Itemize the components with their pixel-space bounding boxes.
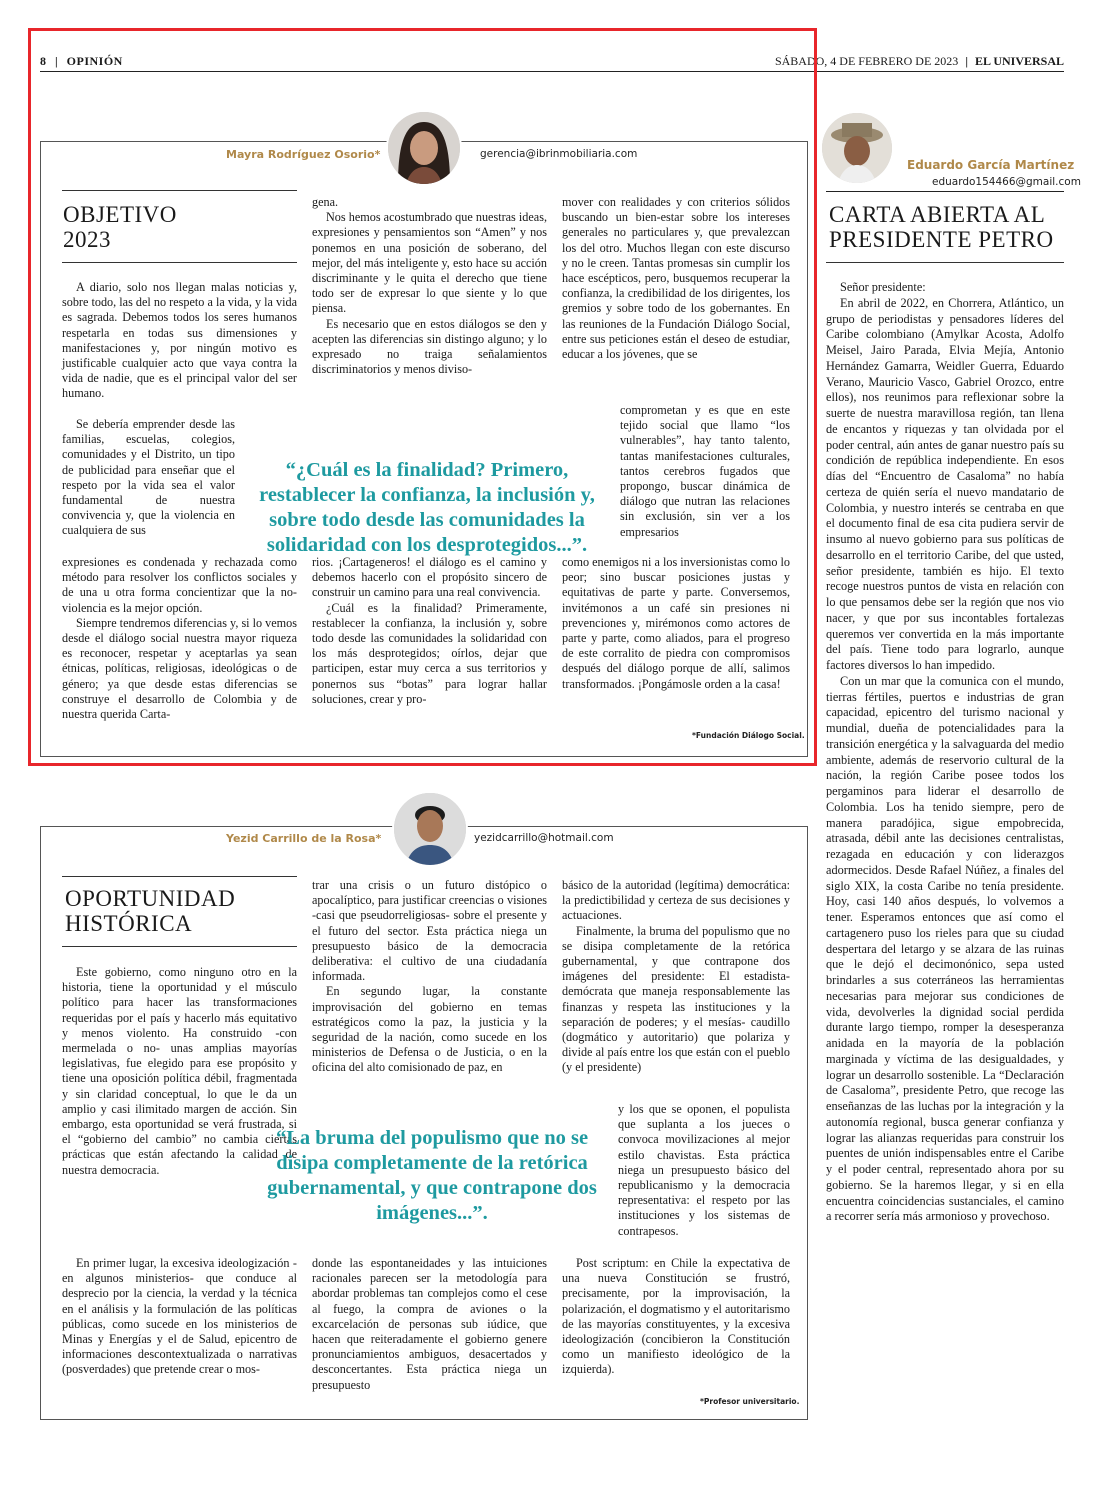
- paragraph: trar una crisis o un futuro distópico o apocalíptico, para justificar creencias o visiones -casi que pseudorreligiosas- sobre el presente y el futuro del sector. Esta práctica niega un presupuesto básico de la democracia deliberativa: el cultivo de una ciudadanía informada.: [312, 878, 547, 984]
- article3-author: Yezid Carrillo de la Rosa*: [222, 832, 385, 845]
- paragraph: Siempre tendremos diferencias y, si lo vemos desde el diálogo social nuestra mayor riqueza es reconocer, respetar y aceptarlas ya sean étnicas, políticas, religiosas, ideológicas o de género; ya que desde estas diferencias se construye el desarrollo de Colombia y de nuestra querida Carta-: [62, 615, 297, 722]
- article1-email[interactable]: gerencia@ibrinmobiliaria.com: [476, 148, 641, 160]
- article3-title-rule-bottom: [62, 946, 297, 947]
- article3-col2-bottom: [312, 1256, 547, 1393]
- article3-footnote: *Profesor universitario.: [700, 1397, 800, 1406]
- paragraph: En primer lugar, la excesiva ideologización -en algunos ministerios- que conduce al desprecio por la ciencia, la verdad y la técnica en el análisis y la formulación de las políticas públicas, como sucede en los ministerios de Minas y Energías y el de Salud, epicentro de informaciones descontextualizada o narrativas (posverdades) que pretende crear o mos-: [62, 1256, 297, 1377]
- paragraph: expresiones es condenada y rechazada como método para resolver los conflictos sociales y de una u otra forma concientizar que la no-violencia es la mejor opción.: [62, 555, 297, 615]
- article3-title: OPORTUNIDAD HISTÓRICA: [65, 886, 236, 936]
- article2-email[interactable]: eduardo154466@gmail.com: [932, 176, 1081, 188]
- paragraph: donde las espontaneidades y las intuiciones racionales parecen ser la metodología para abordar problemas tan complejos como el cese al fuego, la compra de aviones o la excarcelación de personas sub iúdice, que hacen que reiteradamente el gobierno genere pronunciamientos ambiguos, desacertados y desconcertantes. Esta práctica niega un presupuesto: [312, 1256, 547, 1392]
- paragraph: Con un mar que la comunica con el mundo, tierras fértiles, puertos e industrias de gran capacidad, epicentro del turismo nacional y mundial, dueña de potencialidades para la transición energética y la salvaguarda del medio ambiente, además de reservorio cultural de la nación, la región Caribe posee todos los pergaminos para liderar el desarrollo de Colombia. Los ha tenido siempre, pero de manera paradójica, sigue empobrecida, atrasada, débil ante las decisiones centralistas, rezagada en educación y con liderazgos adormecidos. Desde Rafael Núñez, a finales del siglo XIX, la costa Caribe no tenía presidente. Hoy, casi 140 años después, lo volvemos a tener. Esperamos entonces que así como el cartagenero puso los rieles para que su ciudad despertara del letargo y se alzara de las ruinas que le dejó el decimonónico, sepa usted brindarles a sus coterráneos las herramientas necesarias para mejorar sus condiciones de vida, devolverles la dignidad social perdida durante largo tiempo, romper la desesperanza anidada en la mayoría de la población marginada y víctima de las desigualdades, y lograr un desarrollo sostenible. La “Declaración de Casaloma”, presidente Petro, que recoge las enseñanzas de las luchas por la integración y la autonomía regional, busca generar confianza y lograr las alianzas requeridas para construir los puentes de unión indispensables entre el Caribe y el poder central, representado ahora por su gobierno. Se la haremos llegar, y si en ella encuentra coincidencias sustanciales, el camino a recorrer sería más armonioso y provechoso.: [826, 673, 1064, 1224]
- article2-author: Eduardo García Martínez: [907, 158, 1075, 172]
- paragraph: gena.: [312, 195, 339, 209]
- paragraph: Señor presidente:: [840, 280, 926, 294]
- author-photo-yezid: [392, 791, 468, 867]
- article1-footnote: *Fundación Diálogo Social.: [692, 731, 805, 740]
- paragraph: Post scriptum: en Chile la expectativa de una nueva Constitución se frustró, precisamente, por la improvisación, la polarización, el dogmatismo y el autoritarismo de las mayorías constituyentes, y la excesiva ideologización (concibieron la Constitución como un manifiesto ideológico de la izquierda).: [562, 1256, 790, 1377]
- paragraph: En abril de 2022, en Chorrera, Atlántico, un grupo de periodistas y pensadores líderes del Caribe colombiano (Amylkar Acosta, Adolfo Meisel, Jairo Parada, Elvia Mejía, Antonio Hernández Gamarra, Weidler Guerra, Eduardo Verano, Mauricio Vasco, Gabriel Orozco, entre ellos), nos reunimos para reflexionar sobre la suerte de nuestra maravillosa región, tan llena de encantos y riquezas y tan olvidada por el poder central, aún antes de ganar nuestro país su condición de república independiente. En esos días del “Encuentro de Casaloma” no había certeza de quién sería el nuevo mandatario de Colombia, y nuestro interés se centraba en que el documento final de esa cita pudiera servir de insumo al nuevo gobierno para sus políticas de desarrollo en el territorio Caribe, del que usted, señor presidente, también es hijo. El texto recoge nuestros puntos de vista en relación con lo que pensamos debe ser la región que nos vio nacer, y que por sus incontables fortalezas queremos ver convertida en la más importante del país. Tiene todo para lograrlo, aunque factores diversos lo han impedido.: [826, 295, 1064, 672]
- paragraph: y los que se oponen, el populista que suplanta a los jueces o convoca movilizaciones al mejor estilo chavistas. Esta práctica niega un presupuesto básico del republicanismo y la democracia representativa: el respeto por las instituciones y los sistemas de contrapesos.: [618, 1102, 790, 1238]
- newspaper-name: EL UNIVERSAL: [974, 54, 1064, 68]
- paragraph: rios. ¡Cartageneros! el diálogo es el camino y debemos hacerlo con el propósito sincero de construir un camino para una real convivencia.: [312, 555, 547, 600]
- article3-col3-mid: [618, 1102, 790, 1239]
- article3-col3-bottom: [562, 1256, 790, 1378]
- paragraph: ¿Cuál es la finalidad? Primeramente, restablecer la confianza, la inclusión y, sobre todo desde las comunidades la solidaridad con los más desprotegidos; oírlos, dejar que participen, estar muy cerca a sus territorios y ponernos sus “botas” para lograr hallar soluciones, crear y pro-: [312, 600, 547, 706]
- article3-email[interactable]: yezidcarrillo@hotmail.com: [470, 832, 618, 844]
- paragraph: Finalmente, la bruma del populismo que no se disipa completamente de la retórica gubernamental, y que contrapone dos imágenes del presidente: El estadista-demócrata que maneja responsablemente las finanzas y respeta las instituciones y la separación de poderes; y el mesías- caudillo (dogmático y autoritario) que polariza y divide al país entre los que están con el pueblo (y el presidente): [562, 923, 790, 1075]
- article3-col3-top: [562, 878, 790, 1076]
- paragraph: A diario, solo nos llegan malas noticias y, sobre todo, las del no respeto a la vida, y la vida es sagrada. Debemos todos los seres humanos respetarla en todas sus dimensiones y manifestaciones y, por ningún motivo es justificable cualquier acto que vaya contra la vida de nadie, que es el principal valor del ser humano.: [62, 280, 297, 401]
- paragraph: Este gobierno, como ninguno otro en la historia, tiene la oportunidad y el músculo político para hacer las transformaciones requeridas por el país y hacerlo más equitativo y menos violento. Ha construido -con mermelada o no- unas amplias mayorías legislativas, fue elegido para ese propósito y tiene una oposición política débil, fragmentada y sin claridad conceptual, lo que le da un amplio y casi ilimitado margen de acción. Sin embargo, esta oportunidad se verá frustrada, si el “gobierno del cambio” no cambia ciertas prácticas que están afectando la calidad de nuestra democracia.: [62, 965, 297, 1177]
- paragraph: comprometan y es que en este tejido social que llamo “los vulnerables”, hay tanto talento, tantas manifestaciones culturales, tantos cerebros fugados que propongo, buscar dinámica de diálogo que nutran las relaciones sin exclusión, sin ver a los empresarios: [620, 403, 790, 539]
- article1-author: Mayra Rodríguez Osorio*: [222, 148, 384, 161]
- header-right: SÁBADO, 4 DE FEBRERO DE 2023 | EL UNIVERSAL: [774, 54, 1064, 68]
- article1-title: OBJETIVO 2023: [63, 202, 177, 252]
- issue-date: SÁBADO, 4 DE FEBRERO DE 2023: [774, 54, 959, 68]
- paragraph: Nos hemos acostumbrado que nuestras ideas, expresiones y pensamientos son “Amen” y nos ponemos en una posición de soberano, del mejor, del más inteligente y, esto hace su acción discriminante y le quita el derecho que tiene todo ser de expresar lo que siente y lo que piensa.: [312, 210, 547, 316]
- article3-col1-bottom: [62, 1256, 297, 1378]
- article2-title-rule-bottom: [826, 262, 1064, 263]
- article3-pull-quote: “La bruma del populismo que no se disipa completamente de la retórica gubernamental, y que contrapone dos imágenes...”.: [267, 1127, 597, 1224]
- page-number: 8: [40, 54, 47, 68]
- header-left: 8 | OPINIÓN: [40, 54, 123, 68]
- article2-body: [826, 280, 1064, 1225]
- author-photo-eduardo: [822, 113, 892, 183]
- selection-highlight: [28, 28, 817, 766]
- article3-title-rule-top: [62, 876, 297, 877]
- paragraph: mover con realidades y con criterios sólidos buscando un bien-estar sobre los intereses generales no particulares y, que prevalezcan los del otro. Muchos llegan con este discurso y no le creen. Tantas promesas sin cumplir los hace escépticos, pero, busquemos recuperar la confianza, la credibilidad de los dirigentes, los gremios y sobre todo de los gobernantes. En las reuniones de la Fundación Diálogo Social, entre sus peticiones están el deseo de estudiar, educar a los jóvenes, que se: [562, 195, 790, 362]
- paragraph: Es necesario que en estos diálogos se den y acepten las diferencias sin distingo alguno; y lo expresado no traiga señalamientos discriminatorios y menos diviso-: [312, 316, 547, 377]
- article2-title-rule-top: [826, 191, 1064, 192]
- paragraph: como enemigos ni a los inversionistas como lo peor; sino buscar posiciones justas y equitativas de parte y parte. Conversemos, invitémonos a un café sin presiones ni prevenciones y, mirémonos como actores de parte y parte, como aliados, para el progreso de este corralito de piedra con compromisos después del diálogo porque de allí, salimos transformados. ¡Pongámosle orden a la casa!: [562, 555, 790, 691]
- article2-title: CARTA ABIERTA AL PRESIDENTE PETRO: [829, 202, 1054, 252]
- paragraph: En segundo lugar, la constante improvisación del gobierno en temas estratégicos como la paz, la justicia y la seguridad de la nación, como sucede en los ministerios de Defensa o de Justicia, o en la oficina del alto comisionado de paz, en: [312, 984, 547, 1075]
- paragraph: básico de la autoridad (legítima) democrática: la predictibilidad y certeza de sus decisiones y actuaciones.: [562, 878, 790, 923]
- section-name: OPINIÓN: [66, 54, 123, 68]
- paragraph: Se debería emprender desde las familias, escuelas, colegios, comunidades y el Distrito, un tipo de publicidad para enseñar que el respeto por la vida sea el valor fundamental de nuestra convivencia y, que la violencia en cualquiera de sus: [62, 417, 235, 538]
- article3-col2-top: [312, 878, 547, 1076]
- article1-pull-quote: “¿Cuál es la finalidad? Primero, restablecer la confianza, la inclusión y, sobre todo desde las comunidades la solidaridad con los desprotegidos...”.: [259, 459, 595, 556]
